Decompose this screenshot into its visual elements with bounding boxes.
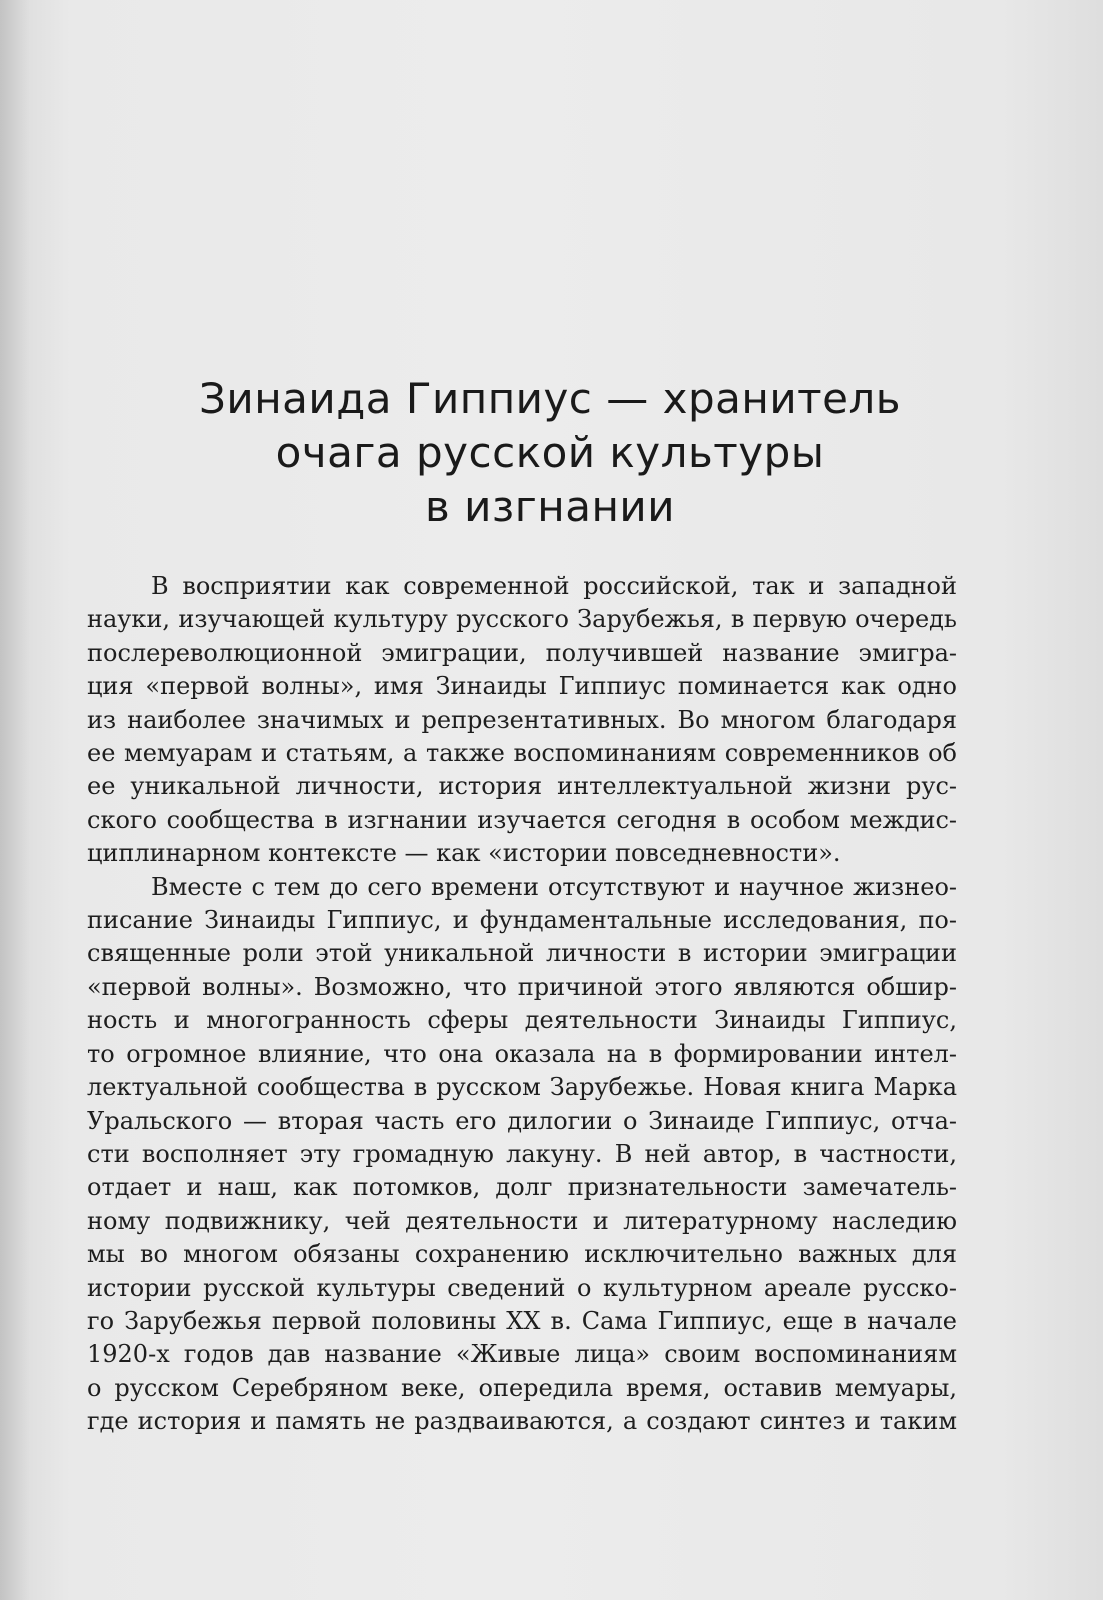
text-line: 1920-х годов дав название «Живые лица» своим воспоминаниям xyxy=(87,1340,957,1369)
heading-line: в изгнании xyxy=(424,482,676,531)
spine-shadow xyxy=(0,0,30,1600)
text-line: священные роли этой уникальной личности в истории эмиграции xyxy=(87,939,957,968)
text-line: то огромное влияние, что она оказала на в формировании интел- xyxy=(87,1039,957,1068)
text-line: послереволюционной эмиграции, получившей название эмигра- xyxy=(87,638,957,667)
paragraph xyxy=(87,570,957,871)
body-text xyxy=(87,570,957,1439)
text-line: ее мемуарам и статьям, а также воспоминаниям современников об xyxy=(87,739,957,768)
heading-line: очага русской культуры xyxy=(275,428,825,477)
text-line: где история и память не раздваиваются, а создают синтез и таким xyxy=(87,1407,957,1436)
text-line: о русском Серебряном веке, опередила время, оставив мемуары, xyxy=(87,1373,957,1402)
text-line: «первой волны». Возможно, что причиной этого являются обшир- xyxy=(87,972,957,1001)
text-line: Уральского — вторая часть его дилогии о Зинаиде Гиппиус, отча- xyxy=(87,1106,957,1135)
text-line: го Зарубежья первой половины XX в. Сама Гиппиус, еще в начале xyxy=(87,1306,957,1335)
text-line: ному подвижнику, чей деятельности и литературному наследию xyxy=(87,1206,957,1235)
text-line: ского сообщества в изгнании изучается сегодня в особом междис- xyxy=(87,805,957,834)
text-line: сти восполняет эту громадную лакуну. В ней автор, в частности, xyxy=(87,1139,957,1168)
text-line: лектуальной сообщества в русском Зарубежье. Новая книга Марка xyxy=(87,1073,957,1102)
text-line: писание Зинаиды Гиппиус, и фундаментальные исследования, по- xyxy=(87,906,957,935)
text-line: циплинарном контексте — как «истории повседневности». xyxy=(87,839,841,868)
text-line: ция «первой волны», имя Зинаиды Гиппиус поминается как одно xyxy=(87,672,957,701)
text-line: ность и многогранность сферы деятельности Зинаиды Гиппиус, xyxy=(87,1006,957,1035)
text-line: Вместе с тем до сего времени отсутствуют и научное жизнео- xyxy=(151,872,957,901)
text-line: отдает и наш, как потомков, долг признательности замечатель- xyxy=(87,1173,957,1202)
paragraph xyxy=(87,871,957,1439)
text-line: В восприятии как современной российской, так и западной xyxy=(151,572,957,600)
text-line: истории русской культуры сведений о культурном ареале русско- xyxy=(87,1273,957,1302)
text-line: из наиболее значимых и репрезентативных. Во многом благодаря xyxy=(87,705,957,734)
text-line: ее уникальной личности, история интеллектуальной жизни рус- xyxy=(87,772,957,801)
text-line: науки, изучающей культуру русского Зарубежья, в первую очередь xyxy=(87,605,957,634)
text-line: мы во многом обязаны сохранению исключительно важных для xyxy=(87,1240,957,1269)
chapter-heading xyxy=(95,372,1005,534)
heading-line: Зинаида Гиппиус — хранитель xyxy=(198,374,902,423)
